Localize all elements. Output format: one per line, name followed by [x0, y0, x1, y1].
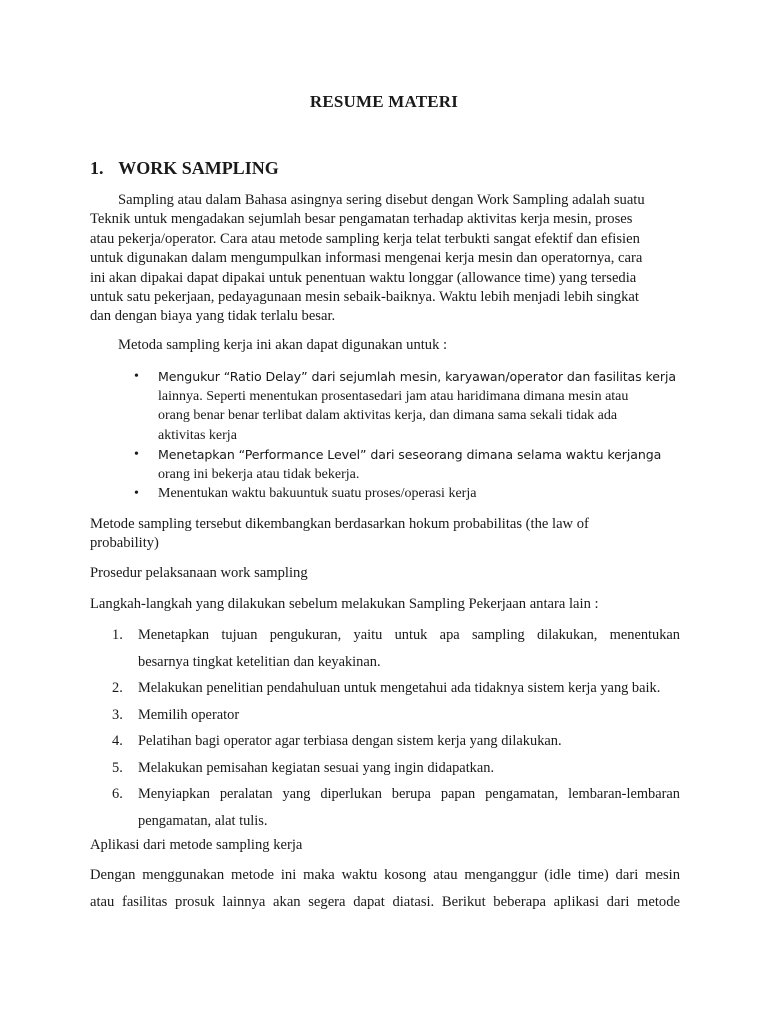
intro-line: untuk satu pekerjaan, pedayagunaan mesin sebaik-baiknya. Waktu lebih menjadi lebih singkat: [90, 289, 639, 306]
list-item: 4. Pelatihan bagi operator agar terbiasa dengan sistem kerja yang dilakukan.: [112, 733, 562, 749]
intro-line: dan dengan biaya yang tidak terlalu besar.: [90, 308, 336, 325]
list-item: 5. Melakukan pemisahan kegiatan sesuai yang ingin didapatkan.: [112, 759, 495, 776]
list-item: • Mengukur “Ratio Delay” dari sejumlah mesin, karyawan/operator dan fasilitas kerja lainnya. Seperti menentukan prosentasedari jam atau haridimana dimana mesin atau orang benar benar terlibat dalam aktivitas kerja, dan dimana sama sekali tidak ada aktivitas kerja: [134, 369, 677, 443]
intro-line: Teknik untuk mengadakan sejumlah besar pengamatan terhadap aktivitas kerja mesin, proses: [90, 211, 633, 228]
bullet-icon: •: [134, 369, 139, 384]
list-item: • Menentukan waktu bakuuntuk suatu proses/operasi kerja: [90, 484, 680, 504]
intro-line: untuk digunakan dalam mengumpulkan informasi mengenai kerja mesin dan operatornya, cara: [90, 250, 643, 267]
list-item: 2. Melakukan penelitian pendahuluan untuk mengetahui ada tidaknya sistem kerja yang baik.: [112, 680, 661, 696]
list-item: 6. Menyiapkan peralatan yang diperlukan berupa papan pengamatan, lembaran-lembaran pengamatan, alat tulis.: [112, 786, 680, 829]
bullet-icon: •: [134, 486, 139, 501]
uses-bullet-list: [90, 367, 680, 504]
procedure-heading: Prosedur pelaksanaan work sampling: [90, 565, 308, 581]
uses-intro: Metoda sampling kerja ini akan dapat digunakan untuk :: [118, 337, 448, 353]
intro-paragraph: [90, 191, 680, 327]
list-item: • Menetapkan “Performance Level” dari seseorang dimana selama waktu kerjanga orang ini bekerja atau tidak bekerja.: [134, 447, 662, 482]
section-number: 1.: [90, 158, 104, 178]
steps-list: [90, 622, 680, 834]
section-heading: [90, 158, 279, 179]
intro-line: Sampling atau dalam Bahasa asingnya sering disebut dengan Work Sampling adalah suatu: [118, 192, 645, 208]
intro-line: atau pekerja/operator. Cara atau metode sampling kerja telat terbukti sangat efektif dan efisien: [90, 230, 640, 247]
probability-paragraph: Metode sampling tersebut dikembangkan berdasarkan hokum probabilitas (the law of probability): [90, 516, 589, 552]
bullet-icon: •: [134, 447, 139, 462]
page-title: RESUME MATERI: [309, 92, 459, 111]
application-paragraph: Dengan menggunakan metode ini maka waktu kosong atau menganggur (idle time) dari mesin atau fasilitas prosuk lainnya akan segera dapat diatasi. Berikut beberapa aplikasi dari metode: [90, 867, 680, 910]
section-title: WORK SAMPLING: [118, 158, 279, 178]
list-item: 1. Menetapkan tujuan pengukuran, yaitu untuk apa sampling dilakukan, menentukan besarnya tingkat ketelitian dan keyakinan.: [112, 627, 680, 670]
intro-line: ini akan dipakai dapat dipakai untuk penentuan waktu longgar (allowance time) yang tersedia: [90, 269, 637, 286]
application-heading: Aplikasi dari metode sampling kerja: [90, 837, 303, 853]
steps-intro: Langkah-langkah yang dilakukan sebelum melakukan Sampling Pekerjaan antara lain :: [90, 596, 599, 612]
list-item: 3. Memilih operator: [112, 706, 240, 723]
